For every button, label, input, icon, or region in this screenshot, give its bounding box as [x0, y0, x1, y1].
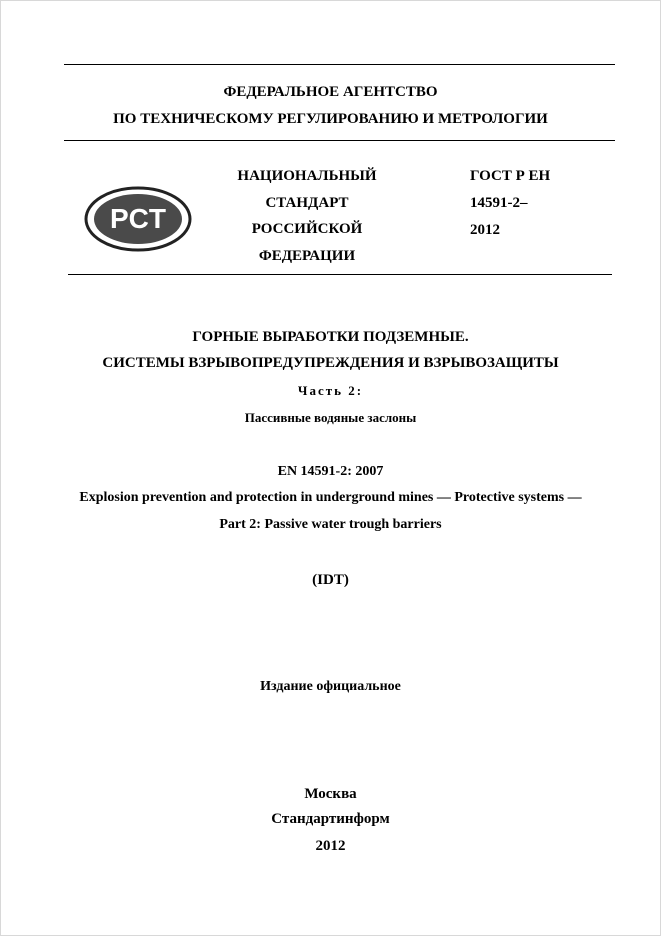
standard-type-line-2: СТАНДАРТ — [265, 195, 349, 211]
designation-line-1: ГОСТ Р ЕН — [470, 168, 551, 184]
header-rule — [68, 274, 612, 275]
agency-line-1: ФЕДЕРАЛЬНОЕ АГЕНТСТВО — [223, 84, 438, 100]
agency-rule — [64, 140, 615, 141]
standard-type-line-3: РОССИЙСКОЙ — [251, 221, 363, 237]
standard-type-line-1: НАЦИОНАЛЬНЫЙ — [237, 168, 377, 184]
title-line-1: ГОРНЫЕ ВЫРАБОТКИ ПОДЗЕМНЫЕ. — [192, 329, 469, 345]
top-rule — [64, 64, 615, 65]
logo-text: PCT — [110, 203, 166, 234]
subtitle: Пассивные водяные заслоны — [244, 410, 417, 425]
idt-label: (IDT) — [312, 572, 349, 588]
part-label: Часть 2: — [297, 383, 364, 398]
city: Москва — [304, 786, 357, 802]
publisher: Стандартинформ — [271, 811, 390, 827]
designation-line-2: 14591-2– — [470, 195, 528, 211]
title-line-2: СИСТЕМЫ ВЗРЫВОПРЕДУПРЕЖДЕНИЯ И ВЗРЫВОЗАЩИТЫ — [102, 355, 559, 371]
agency-line-2: ПО ТЕХНИЧЕСКОМУ РЕГУЛИРОВАНИЮ И МЕТРОЛОГИИ — [113, 111, 548, 127]
rst-gost-logo-icon — [84, 186, 192, 252]
edition-label: Издание официальное — [260, 679, 401, 694]
en-code: EN 14591-2: 2007 — [277, 464, 384, 479]
designation-line-3: 2012 — [470, 222, 500, 238]
year: 2012 — [315, 838, 346, 854]
standard-type-line-4: ФЕДЕРАЦИИ — [258, 248, 356, 264]
en-title-line-2: Part 2: Passive water trough barriers — [219, 517, 442, 532]
en-title-line-1: Explosion prevention and protection in underground mines — Protective systems — — [79, 490, 582, 505]
